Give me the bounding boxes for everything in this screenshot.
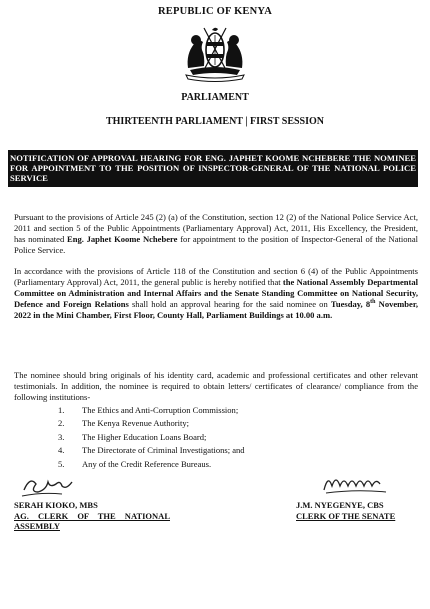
list-item-number: 4. <box>58 445 65 456</box>
hearing-date-sup: th <box>370 298 376 305</box>
hearing-date-a: Tuesday, 8 <box>330 298 371 309</box>
republic-heading: REPUBLIC OF KENYA <box>157 6 273 17</box>
list-item <box>58 444 398 457</box>
list-item-text: Any of the Credit Reference Bureaus. <box>82 458 212 469</box>
list-item-number: 3. <box>58 431 65 442</box>
session-heading: THIRTEENTH PARLIAMENT | FIRST SESSION <box>105 116 325 127</box>
institutions-list <box>58 404 398 471</box>
p1-text: Pursuant to the provisions of Article 245 (2) (a) of the Constitution, section 12 (2) of the National Police Service Act, 2011 and section 5 of the Public Appointments (Parliamentary Approval) Act, 2011, His Excellency, the President, has nominated <box>14 212 418 244</box>
paragraph-requirements: The nominee should bring originals of his identity card, academic and professional certificates and other relevant testimonials. In addition, the nominee is required to obtain letters/ certificates of clearance/ compliance from the following institutions- <box>14 370 418 402</box>
p2-mid: shall hold an approval hearing for the said nominee on <box>128 298 331 309</box>
kenya-coat-of-arms-icon <box>176 20 254 82</box>
institution-heading: PARLIAMENT <box>181 92 249 103</box>
p1-end: for appointment to the position of Inspector-General of the National Police Service. <box>14 233 418 255</box>
signatory-right-title: CLERK OF THE SENATE <box>296 510 396 521</box>
signature-left-icon <box>20 472 80 500</box>
list-item <box>58 404 398 417</box>
nominee-name: Eng. Japhet Koome Nchebere <box>67 233 178 244</box>
signatory-left-title-line1: AG. CLERK OF THE NATIONAL <box>14 510 170 521</box>
signatory-right-name: J.M. NYEGENYE, CBS <box>296 500 384 510</box>
notice-title: NOTIFICATION OF APPROVAL HEARING FOR ENG. JAPHET KOOME NCHEBERE THE NOMINEE FOR APPOINTMENT TO THE POSITION OF INSPECTOR-GENERAL OF THE NATIONAL POLICE SERVICE <box>8 150 418 187</box>
p2-text: In accordance with the provisions of Article 118 of the Constitution and section 6 (4) of the Public Appointments (Parliamentary Approval) Act, 2011, the general public is hereby notified that <box>14 266 418 287</box>
list-item <box>58 431 398 444</box>
paragraph-nomination <box>14 212 418 256</box>
committees: the National Assembly Departmental Committee on Administration and Internal Affairs and the Senate Standing Committee on National Security, Defence and Foreign Relations <box>14 276 419 309</box>
list-item-number: 2. <box>58 418 65 429</box>
list-item <box>58 417 398 430</box>
list-item-text: The Kenya Revenue Authority; <box>82 418 190 429</box>
list-item-text: The Higher Education Loans Board; <box>82 431 207 442</box>
signatory-left <box>14 500 214 532</box>
signatory-right <box>296 500 426 521</box>
signature-right-icon <box>320 470 390 498</box>
list-item-number: 5. <box>58 458 65 469</box>
signatory-left-title <box>14 511 214 532</box>
list-item-text: The Ethics and Anti-Corruption Commission; <box>82 405 239 415</box>
signatory-left-name: SERAH KIOKO, MBS <box>14 500 98 510</box>
paragraph-hearing <box>14 266 418 321</box>
list-item-text: The Directorate of Criminal Investigations; and <box>82 445 245 456</box>
hearing-date-b: November, 2022 in the Mini Chamber, First Floor, County Hall, Parliament Buildings at 10.00 a.m. <box>14 298 418 320</box>
signatory-left-title-line2: ASSEMBLY <box>14 521 60 531</box>
list-item-number: 1. <box>58 405 65 415</box>
